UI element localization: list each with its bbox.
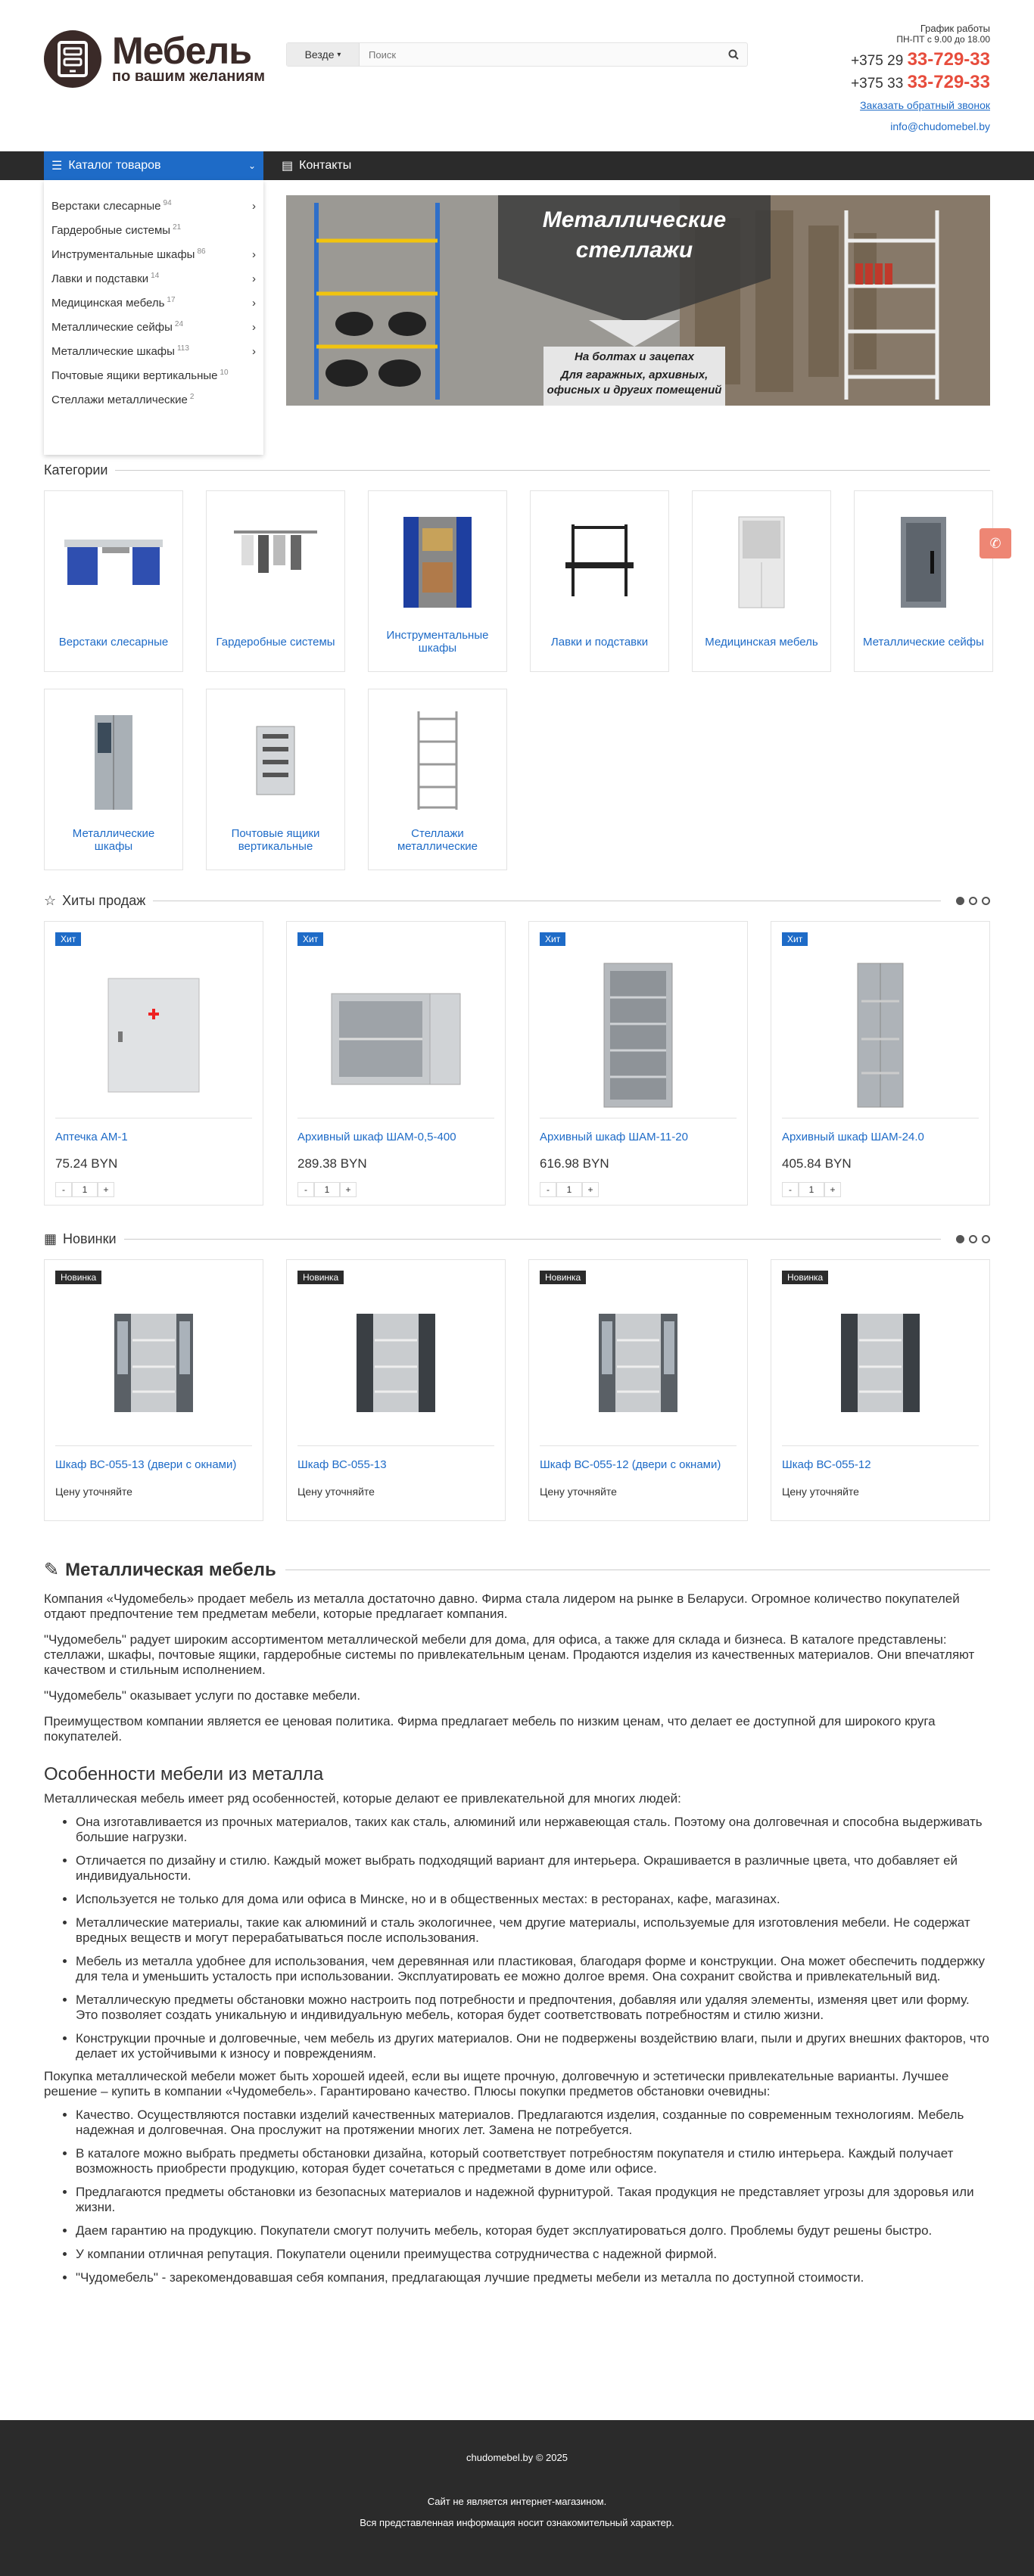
qty-minus-button[interactable]: - bbox=[55, 1182, 72, 1197]
product-price-note: Цену уточняйте bbox=[782, 1486, 859, 1498]
chevron-right-icon: › bbox=[252, 199, 256, 213]
category-image bbox=[543, 502, 656, 623]
category-image bbox=[381, 700, 494, 821]
list-item: • "Чудомебель" - зарекомендовавшая себя компания, предлагающая лучшие предметы мебели из металла по доступной стоимости. bbox=[76, 2270, 990, 2285]
category-image bbox=[57, 502, 170, 623]
catalog-menu-text: Металлические сейфы bbox=[51, 321, 173, 334]
categories-heading bbox=[44, 462, 990, 478]
search-icon bbox=[728, 49, 739, 60]
product-price-note: Цену уточняйте bbox=[297, 1486, 375, 1498]
phone-2-number: 33-729-33 bbox=[907, 72, 990, 92]
product-badge: Хит bbox=[540, 932, 565, 946]
catalog-menu-label bbox=[51, 199, 172, 213]
search-scope-select[interactable] bbox=[287, 43, 360, 66]
category-image bbox=[219, 502, 332, 623]
catalog-menu-count: 21 bbox=[173, 223, 182, 232]
catalog-menu-item[interactable] bbox=[51, 242, 256, 266]
logo[interactable] bbox=[44, 30, 265, 88]
nav-contacts[interactable] bbox=[263, 151, 369, 180]
contact-card-icon: ▤ bbox=[282, 160, 294, 173]
footer bbox=[0, 2420, 1034, 2576]
category-name: Гардеробные системы bbox=[216, 635, 335, 649]
category-card[interactable] bbox=[530, 490, 669, 672]
product-image[interactable] bbox=[782, 1280, 979, 1446]
catalog-menu-text: Почтовые ящики вертикальные bbox=[51, 369, 218, 382]
product-price: 75.24 BYN bbox=[55, 1156, 118, 1171]
category-card[interactable] bbox=[854, 490, 993, 672]
category-name: Инструментальные шкафы bbox=[386, 629, 489, 655]
chevron-right-icon: › bbox=[252, 272, 256, 285]
promo-banner[interactable] bbox=[286, 195, 990, 406]
catalog-menu-label bbox=[51, 223, 181, 237]
product-name[interactable]: Аптечка АМ-1 bbox=[55, 1131, 128, 1143]
category-card[interactable] bbox=[44, 490, 183, 672]
catalog-menu-label bbox=[51, 369, 229, 382]
article-heading bbox=[44, 1559, 990, 1581]
hits-heading bbox=[44, 893, 990, 909]
qty-input[interactable]: 1 bbox=[799, 1182, 824, 1197]
category-name: Лавки и подставки bbox=[550, 635, 649, 649]
banner-sub-2: Для гаражных, архивных, bbox=[560, 369, 709, 381]
catalog-menu-label bbox=[51, 393, 194, 406]
star-icon: ☆ bbox=[44, 893, 57, 908]
search-bar bbox=[286, 42, 748, 67]
list-item: • У компании отличная репутация. Покупатели оценили преимущества сотрудничества с надежной фирмой. bbox=[76, 2247, 990, 2262]
product-name[interactable]: Шкаф ВС-055-13 (двери с окнами) bbox=[55, 1458, 237, 1471]
new-title: Новинки bbox=[63, 1231, 117, 1246]
qty-minus-button[interactable]: - bbox=[297, 1182, 314, 1197]
catalog-menu-item[interactable] bbox=[51, 194, 256, 218]
category-card[interactable] bbox=[692, 490, 831, 672]
product-name[interactable]: Шкаф ВС-055-13 bbox=[297, 1458, 387, 1471]
qty-plus-button[interactable]: + bbox=[582, 1182, 599, 1197]
category-image bbox=[381, 502, 494, 623]
category-name: Металлические сейфы bbox=[863, 635, 984, 649]
phone-1-prefix: +375 29 bbox=[851, 53, 904, 69]
chevron-right-icon: › bbox=[252, 344, 256, 358]
hours-title: График работы bbox=[920, 23, 990, 34]
catalog-menu-count: 10 bbox=[220, 369, 229, 377]
category-card[interactable] bbox=[368, 689, 507, 870]
list-item: • Отличается по дизайну и стилю. Каждый может выбрать подходящий вариант для интерьера. Окрашивается в различные цвета, что добавляет ей индивидуальности. bbox=[76, 1853, 990, 1884]
product-badge: Новинка bbox=[297, 1271, 344, 1284]
callback-float-button[interactable] bbox=[979, 528, 1011, 558]
category-card[interactable] bbox=[206, 490, 345, 672]
banner-image bbox=[286, 195, 990, 406]
catalog-menu-label bbox=[51, 296, 176, 310]
product-image[interactable] bbox=[297, 1280, 494, 1446]
product-card[interactable] bbox=[44, 921, 263, 1206]
list-item: • Она изготавливается из прочных материалов, таких как сталь, алюминий или нержавеющая сталь. Поэтому она долговечная и способна выдерживать большие нагрузки. bbox=[76, 1815, 990, 1845]
header-contacts bbox=[851, 23, 990, 132]
banner-sub-1: На болтах и зацепах bbox=[575, 350, 694, 363]
list-item: • Качество. Осуществляются поставки изделий качественных материалов. Предлагаются изделия, созданные по современным технологиям. Мебель надежная и долговечная. Она прослужит на протяжении многих лет. Замена не потребуется. bbox=[76, 2108, 990, 2138]
qty-minus-button[interactable]: - bbox=[782, 1182, 799, 1197]
catalog-menu-text: Медицинская мебель bbox=[51, 297, 165, 310]
catalog-menu bbox=[44, 180, 263, 455]
article-subheading: Особенности мебели из металла bbox=[44, 1764, 324, 1784]
search-button[interactable] bbox=[720, 43, 747, 66]
qty-plus-button[interactable]: + bbox=[340, 1182, 357, 1197]
quantity-stepper bbox=[297, 1182, 494, 1197]
footer-copyright: chudomebel.by © 2025 bbox=[466, 2452, 568, 2463]
catalog-menu-item[interactable] bbox=[51, 339, 256, 363]
product-badge: Хит bbox=[297, 932, 323, 946]
article bbox=[44, 1559, 990, 2285]
email-link[interactable]: info@chudomebel.by bbox=[890, 120, 990, 132]
product-name[interactable]: Архивный шкаф ШАМ-11-20 bbox=[540, 1131, 688, 1143]
product-price: 289.38 BYN bbox=[297, 1156, 367, 1171]
category-image bbox=[219, 700, 332, 821]
list-item: • Даем гарантию на продукцию. Покупатели смогут получить мебель, которая будет эксплуатироваться долго. Проблемы будут решены быстро. bbox=[76, 2223, 990, 2238]
product-image[interactable] bbox=[297, 944, 494, 1118]
quantity-stepper bbox=[55, 1182, 252, 1197]
product-card[interactable] bbox=[286, 921, 506, 1206]
product-badge: Хит bbox=[55, 932, 81, 946]
chevron-right-icon: › bbox=[252, 247, 256, 261]
product-price-note: Цену уточняйте bbox=[540, 1486, 617, 1498]
product-image[interactable] bbox=[540, 944, 737, 1118]
features-list bbox=[76, 1815, 990, 2061]
new-slider-dots[interactable] bbox=[951, 1235, 990, 1243]
categories-grid bbox=[44, 490, 990, 870]
hits-grid bbox=[44, 921, 990, 1206]
product-name[interactable]: Архивный шкаф ШАМ-0,5-400 bbox=[297, 1131, 456, 1143]
product-price: 616.98 BYN bbox=[540, 1156, 609, 1171]
catalog-menu-text: Верстаки слесарные bbox=[51, 200, 161, 213]
main-nav bbox=[0, 151, 1034, 180]
menu-icon: ☰ bbox=[51, 160, 63, 173]
logo-title: Мебель bbox=[112, 30, 251, 72]
qty-plus-button[interactable]: + bbox=[98, 1182, 114, 1197]
chevron-down-icon: ▾ bbox=[337, 50, 341, 59]
article-paragraph: Компания «Чудомебель» продает мебель из металла достаточно давно. Фирма стала лидером на рынке в Беларуси. Огромное количество покупателей отдают предпочтение тем предметам мебели, которые предлагает компания. bbox=[44, 1591, 960, 1621]
product-image[interactable] bbox=[55, 944, 252, 1118]
list-item: • Металлическую предметы обстановки можно настроить под потребности и предпочтения, добавляя или удаляя элементы, изменяя цвет или форму. Это позволяет создать уникальную и индивидуальную мебель, которая будет соответствовать потребностям и стилю жизни. bbox=[76, 1993, 990, 2023]
category-name: Стеллажи металлические bbox=[397, 827, 478, 853]
top-area bbox=[44, 180, 990, 464]
chevron-right-icon: › bbox=[252, 320, 256, 334]
qty-input[interactable]: 1 bbox=[314, 1182, 340, 1197]
product-badge: Хит bbox=[782, 932, 808, 946]
banner-title-1: Металлические bbox=[542, 207, 727, 232]
product-image[interactable] bbox=[55, 1280, 252, 1446]
phone-1[interactable] bbox=[851, 49, 990, 72]
product-card[interactable] bbox=[771, 921, 990, 1206]
product-card[interactable] bbox=[528, 1259, 748, 1521]
search-input[interactable] bbox=[360, 43, 720, 66]
article-paragraph: Преимуществом компании является ее ценовая политика. Фирма предлагает мебель по низким ценам, что делает ее доступной для широкого круга покупателей. bbox=[44, 1714, 936, 1744]
article-paragraph: Металлическая мебель имеет ряд особенностей, которые делают ее привлекательной для многих людей: bbox=[44, 1791, 681, 1806]
list-item: • Используется не только для дома или офиса в Минске, но и в общественных местах: в ресторанах, кафе, магазинах. bbox=[76, 1892, 990, 1907]
main-content bbox=[44, 462, 990, 2285]
catalog-menu-item[interactable] bbox=[51, 315, 256, 339]
list-item: • В каталоге можно выбрать предметы обстановки дизайна, который соответствует потребностям покупателя и стилю интерьера. Каждый получает возможность приобрести продукцию, которая будет сочетаться с предметами в доме или офисе. bbox=[76, 2146, 990, 2176]
catalog-menu-count: 113 bbox=[176, 344, 189, 353]
qty-input[interactable]: 1 bbox=[556, 1182, 582, 1197]
logo-subtitle: по вашим желаниям bbox=[112, 68, 266, 85]
qty-minus-button[interactable]: - bbox=[540, 1182, 556, 1197]
benefits-list bbox=[76, 2108, 990, 2285]
product-name[interactable]: Шкаф ВС-055-12 (двери с окнами) bbox=[540, 1458, 721, 1471]
catalog-menu-count: 14 bbox=[151, 272, 160, 280]
banner-sub-3: офисных и других помещений bbox=[547, 384, 722, 397]
catalog-menu-text: Инструментальные шкафы bbox=[51, 248, 195, 261]
phone-2-prefix: +375 33 bbox=[851, 76, 904, 92]
catalog-menu-text: Металлические шкафы bbox=[51, 345, 175, 358]
catalog-menu-item[interactable] bbox=[51, 266, 256, 291]
list-item: • Предлагаются предметы обстановки из безопасных материалов и надежной фурнитурой. Такая продукция не представляет угрозы для здоровья или жизни. bbox=[76, 2185, 990, 2215]
product-card[interactable] bbox=[528, 921, 748, 1206]
category-name: Верстаки слесарные bbox=[58, 635, 169, 649]
article-paragraph: Покупка металлической мебели может быть хорошей идеей, если вы ищете прочную, долговечную и эстетически привлекательные варианты. Лучшее решение – купить в компании «Чудомебель». Гарантировано качество. Плюсы покупки предметов обстановки очевидны: bbox=[44, 2069, 949, 2098]
edit-icon: ✎ bbox=[44, 1560, 60, 1580]
product-image[interactable] bbox=[540, 1280, 737, 1446]
catalog-menu-count: 17 bbox=[167, 296, 176, 304]
catalog-menu-count: 2 bbox=[189, 393, 195, 401]
catalog-menu-label bbox=[51, 272, 159, 285]
banner-title-2: стеллажи bbox=[575, 238, 693, 263]
category-name: Металлические шкафы bbox=[72, 827, 155, 853]
list-item: • Мебель из металла удобнее для использования, чем деревянная или пластиковая, благодаря форме и конструкции. Она может обеспечить поддержку для тела и уменьшить усталость при использовании. Эксплуатировать ее можно долгое время. Она сохранит свойства и привлекательный вид. bbox=[76, 1954, 990, 1984]
category-card[interactable] bbox=[44, 689, 183, 870]
chevron-right-icon: › bbox=[252, 296, 256, 310]
nav-contacts-label: Контакты bbox=[299, 159, 352, 172]
phone-1-number: 33-729-33 bbox=[907, 49, 990, 70]
catalog-menu-label bbox=[51, 247, 206, 261]
product-name[interactable]: Шкаф ВС-055-12 bbox=[782, 1458, 871, 1471]
search-scope-label: Везде bbox=[304, 48, 335, 61]
article-title: Металлическая мебель bbox=[65, 1559, 276, 1580]
catalog-menu-count: 94 bbox=[163, 199, 172, 207]
catalog-menu-item[interactable] bbox=[51, 218, 256, 242]
product-card[interactable] bbox=[771, 1259, 990, 1521]
catalog-menu-item[interactable] bbox=[51, 363, 256, 387]
product-card[interactable] bbox=[44, 1259, 263, 1521]
logo-cabinet-icon bbox=[44, 30, 101, 88]
phone-2[interactable] bbox=[851, 72, 990, 95]
product-price: 405.84 BYN bbox=[782, 1156, 852, 1171]
catalog-menu-text: Лавки и подставки bbox=[51, 272, 149, 285]
category-image bbox=[57, 700, 170, 821]
footer-note-2: Вся представленная информация носит ознакомительный характер. bbox=[360, 2517, 674, 2528]
category-card[interactable] bbox=[206, 689, 345, 870]
catalog-menu-label bbox=[51, 320, 183, 334]
list-item: • Конструкции прочные и долговечные, чем мебель из других материалов. Они не подвержены воздействию влаги, пыли и других внешних факторов, что делает их устойчивыми к износу и повреждениям. bbox=[76, 2031, 990, 2061]
catalog-label: Каталог товаров bbox=[68, 159, 161, 172]
category-name: Почтовые ящики вертикальные bbox=[231, 827, 320, 853]
new-heading bbox=[44, 1231, 990, 1247]
product-card[interactable] bbox=[286, 1259, 506, 1521]
product-badge: Новинка bbox=[540, 1271, 586, 1284]
qty-plus-button[interactable]: + bbox=[824, 1182, 841, 1197]
hours: ПН-ПТ с 9.00 до 18.00 bbox=[896, 34, 990, 45]
hits-title: Хиты продаж bbox=[62, 893, 146, 908]
categories-title: Категории bbox=[44, 462, 108, 478]
catalog-menu-text: Стеллажи металлические bbox=[51, 394, 188, 406]
catalog-menu-label bbox=[51, 344, 189, 358]
product-badge: Новинка bbox=[782, 1271, 828, 1284]
category-image bbox=[867, 502, 980, 623]
product-image[interactable] bbox=[782, 944, 979, 1118]
product-badge: Новинка bbox=[55, 1271, 101, 1284]
footer-note-1: Сайт не является интернет-магазином. bbox=[427, 2496, 607, 2507]
catalog-menu-text: Гардеробные системы bbox=[51, 224, 171, 237]
header bbox=[44, 0, 990, 151]
qty-input[interactable]: 1 bbox=[72, 1182, 98, 1197]
article-paragraph: "Чудомебель" оказывает услуги по доставке мебели. bbox=[44, 1688, 361, 1703]
category-card[interactable] bbox=[368, 490, 507, 672]
catalog-menu-item[interactable] bbox=[51, 291, 256, 315]
quantity-stepper bbox=[782, 1182, 979, 1197]
calendar-icon: ▦ bbox=[44, 1231, 58, 1246]
catalog-menu-item[interactable] bbox=[51, 387, 256, 412]
product-name[interactable]: Архивный шкаф ШАМ-24.0 bbox=[782, 1131, 924, 1143]
catalog-menu-count: 24 bbox=[174, 320, 184, 328]
article-paragraph: "Чудомебель" радует широким ассортиментом металлической мебели для дома, для офиса, а также для склада и бизнеса. В каталоге представлены: стеллажи, шкафы, почтовые ящики, гардеробные системы по привлекательным ценам. Продаются изделия из качественных материалов. Они впечатляют качеством и стильным исполнением. bbox=[44, 1632, 975, 1677]
catalog-menu-count: 86 bbox=[197, 247, 206, 256]
category-name: Медицинская мебель bbox=[705, 635, 818, 649]
hits-slider-dots[interactable] bbox=[951, 897, 990, 905]
list-item: • Металлические материалы, такие как алюминий и сталь экологичнее, чем другие материалы, используемые для изготовления мебели. Не содержат вредных веществ и могут перерабатываться после использования. bbox=[76, 1915, 990, 1946]
phone-icon: ✆ bbox=[989, 535, 1001, 551]
category-image bbox=[705, 502, 818, 623]
callback-link[interactable]: Заказать обратный звонок bbox=[860, 99, 990, 111]
chevron-down-icon: ⌄ bbox=[248, 160, 256, 171]
new-grid bbox=[44, 1259, 990, 1521]
product-price-note: Цену уточняйте bbox=[55, 1486, 132, 1498]
quantity-stepper bbox=[540, 1182, 737, 1197]
catalog-button[interactable] bbox=[44, 151, 263, 180]
